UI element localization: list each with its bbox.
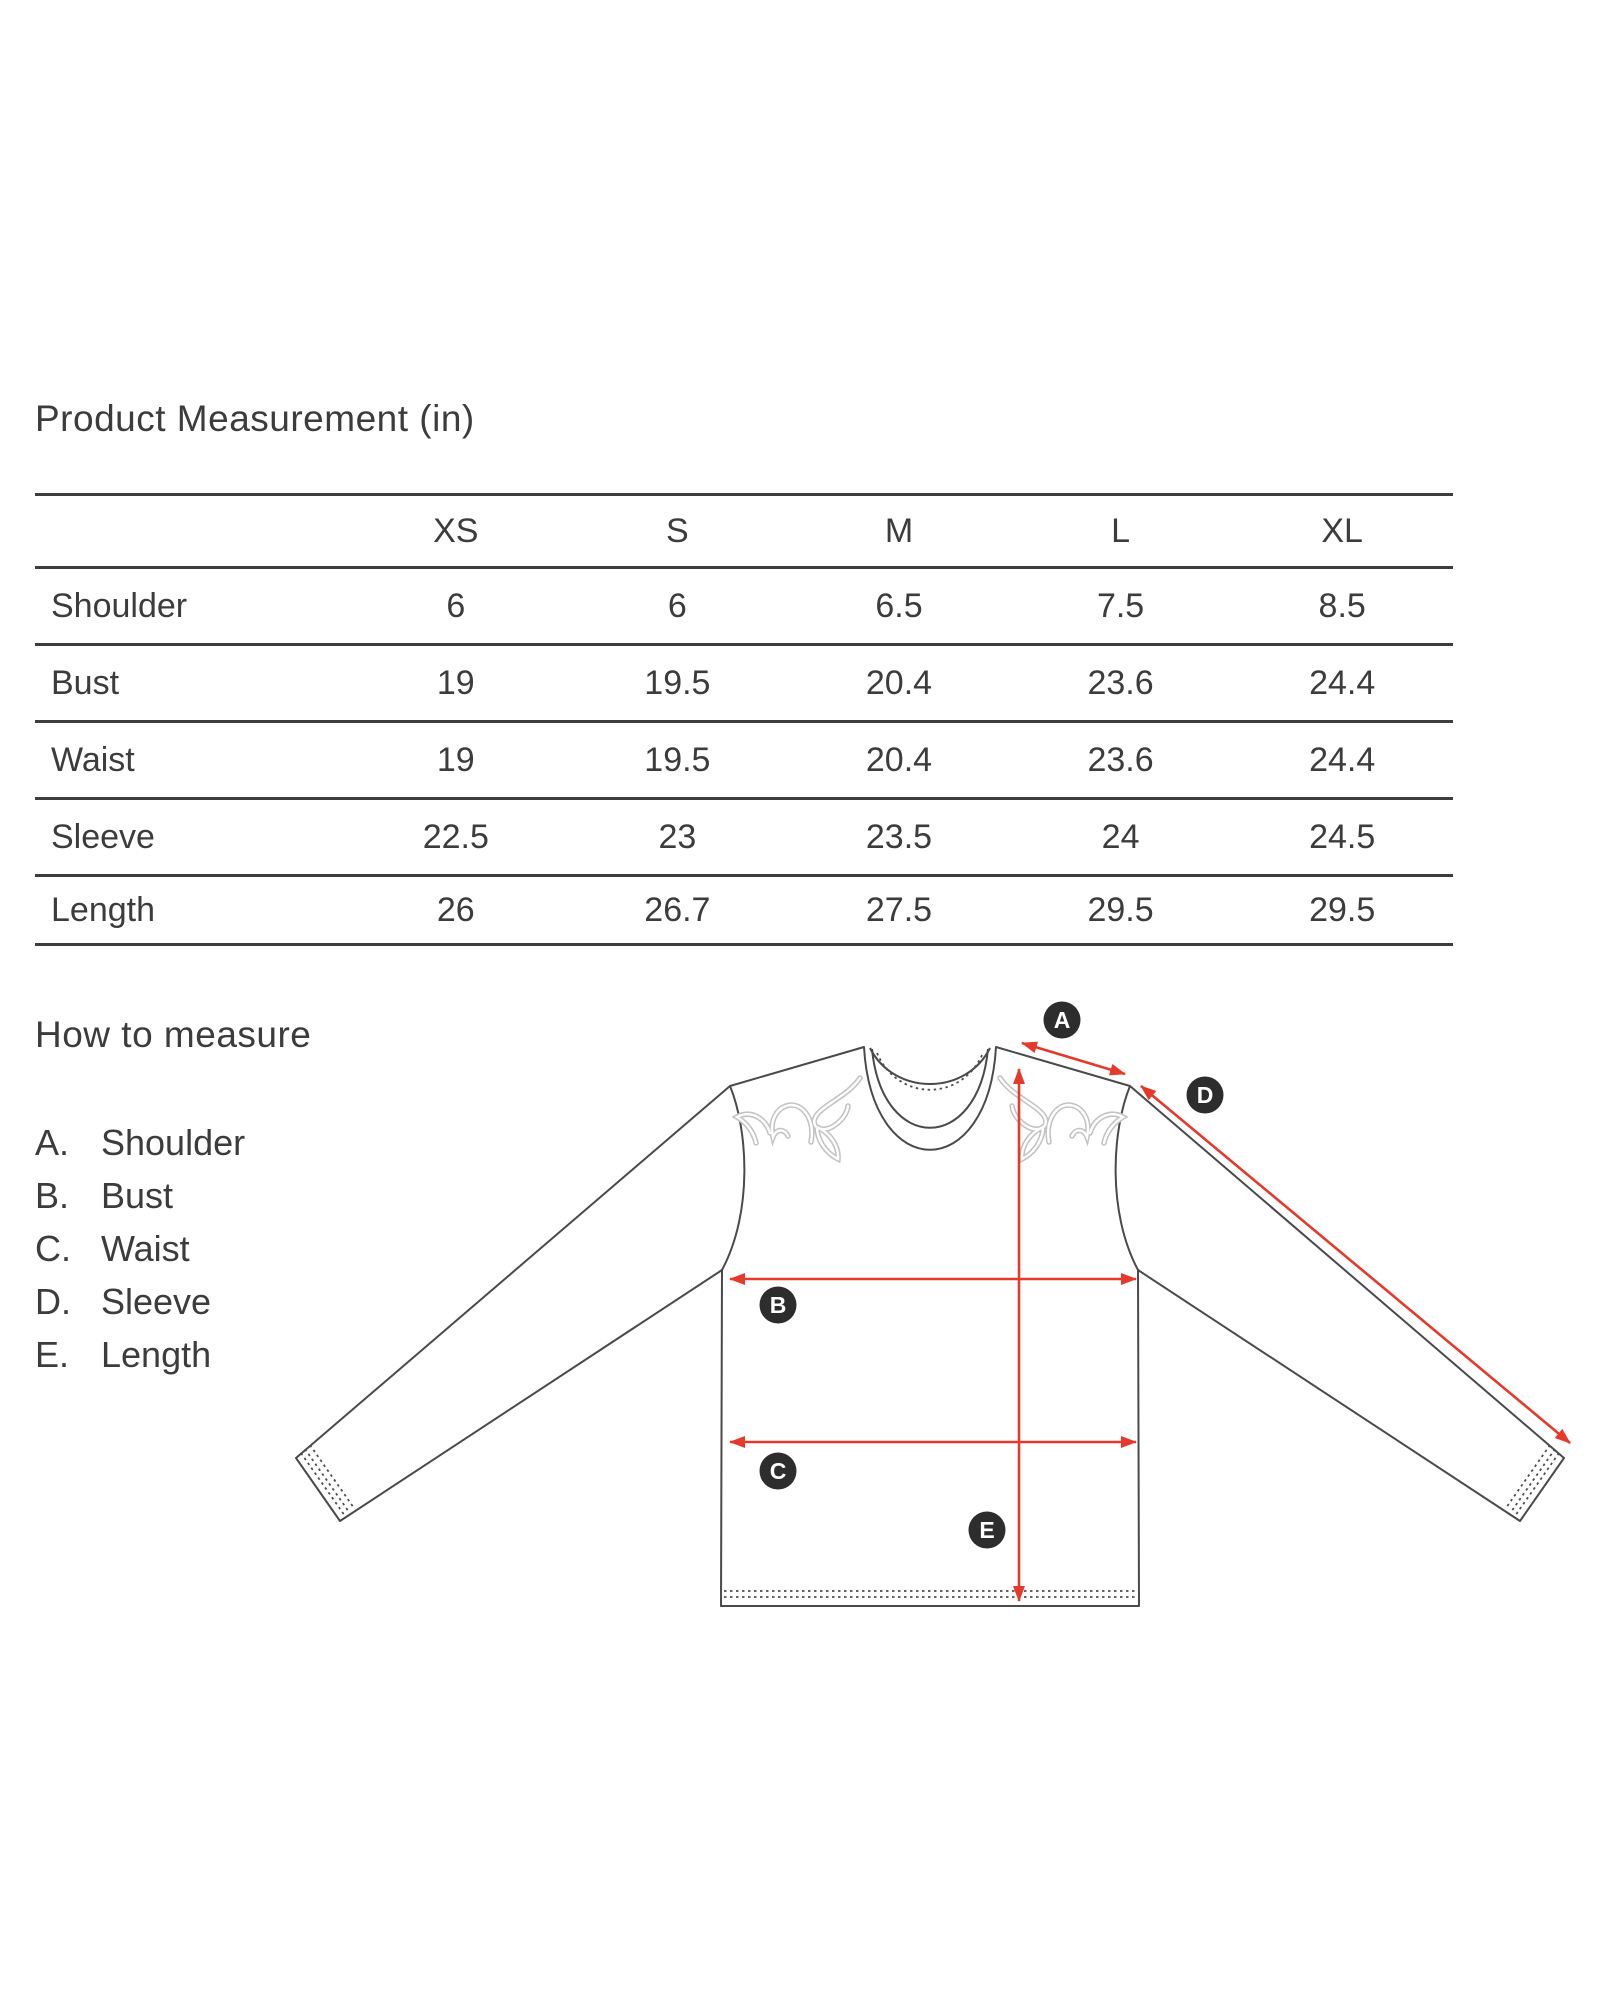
svg-text:D: D bbox=[1196, 1082, 1214, 1108]
legend-letter: A. bbox=[35, 1121, 70, 1163]
cell: 22.5 bbox=[422, 817, 489, 856]
column-header-xs: XS bbox=[433, 511, 479, 550]
cell: 26.7 bbox=[644, 890, 711, 929]
legend-letter: D. bbox=[35, 1280, 71, 1322]
row-label: Waist bbox=[51, 740, 135, 779]
page-title: Product Measurement (in) bbox=[35, 398, 475, 439]
marker-badge-D bbox=[1187, 1077, 1224, 1114]
cell: 24.5 bbox=[1309, 817, 1376, 856]
legend-letter: E. bbox=[35, 1333, 70, 1375]
cell: 19 bbox=[436, 740, 475, 779]
cell: 24.4 bbox=[1309, 740, 1376, 779]
cell: 20.4 bbox=[865, 740, 933, 779]
legend-letter: C. bbox=[35, 1227, 71, 1269]
row-label: Shoulder bbox=[51, 586, 188, 625]
back-neckline bbox=[870, 1048, 990, 1084]
legend-letter: B. bbox=[35, 1174, 70, 1216]
column-header-s: S bbox=[666, 511, 689, 550]
collar-inner-edge bbox=[872, 1049, 988, 1128]
column-header-l: L bbox=[1111, 511, 1131, 550]
column-header-m: M bbox=[884, 511, 914, 550]
cell: 19.5 bbox=[644, 663, 711, 702]
row-label: Sleeve bbox=[51, 817, 155, 856]
legend-label: Shoulder bbox=[101, 1121, 246, 1163]
cell: 23.5 bbox=[865, 817, 933, 856]
cell: 29.5 bbox=[1087, 890, 1154, 929]
cell: 26 bbox=[436, 890, 475, 929]
row-label: Length bbox=[51, 890, 155, 929]
cell: 6 bbox=[446, 586, 466, 625]
svg-text:C: C bbox=[769, 1458, 787, 1484]
cell: 7.5 bbox=[1096, 586, 1145, 625]
marker-badge-B bbox=[760, 1287, 797, 1324]
how-to-measure-heading: How to measure bbox=[35, 1014, 312, 1055]
legend-label: Waist bbox=[101, 1227, 190, 1269]
legend-label: Sleeve bbox=[101, 1280, 212, 1322]
cell: 19 bbox=[436, 663, 475, 702]
svg-text:A: A bbox=[1053, 1007, 1071, 1033]
cell: 27.5 bbox=[865, 890, 933, 929]
cell: 20.4 bbox=[865, 663, 933, 702]
shirt-outline bbox=[296, 1047, 1564, 1606]
cell: 24.4 bbox=[1309, 663, 1376, 702]
cell: 29.5 bbox=[1309, 890, 1376, 929]
marker-badge-E bbox=[969, 1512, 1006, 1549]
cell: 6 bbox=[667, 586, 687, 625]
cell: 23.6 bbox=[1087, 740, 1154, 779]
legend-label: Bust bbox=[101, 1174, 174, 1216]
row-label: Bust bbox=[51, 663, 120, 702]
column-header-xl: XL bbox=[1321, 511, 1363, 550]
cell: 6.5 bbox=[875, 586, 923, 625]
cell: 23.6 bbox=[1087, 663, 1154, 702]
cell: 8.5 bbox=[1318, 586, 1366, 625]
cell: 19.5 bbox=[644, 740, 711, 779]
svg-text:E: E bbox=[979, 1517, 995, 1543]
marker-badge-C bbox=[760, 1453, 797, 1490]
svg-text:B: B bbox=[769, 1292, 787, 1318]
legend-label: Length bbox=[101, 1333, 212, 1375]
cell: 24 bbox=[1101, 817, 1140, 856]
marker-badge-A bbox=[1044, 1002, 1081, 1039]
cell: 23 bbox=[658, 817, 697, 856]
